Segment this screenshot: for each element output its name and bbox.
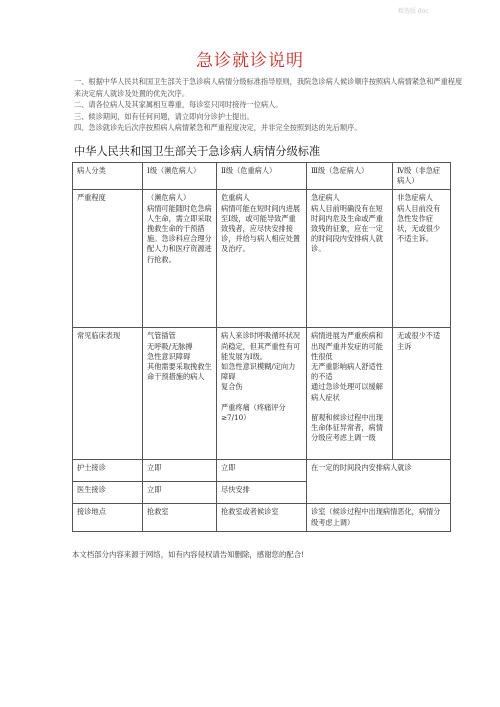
location-level-1: 抢救室 [143,504,217,531]
presentation-level-2: 病人来诊时呼吸循环状况尚稳定，但其严重性有可能发展为Ⅰ级。 如急性意识模糊/定向力障碍 复合伤 严重疼痛（疼痛评分≥7/10） [217,328,307,460]
table-row-presentation [73,328,451,460]
severity-level-4: 非急症病人 病人目前没有急性发作症状，无或很少不适主诉。 [393,190,451,328]
row-label-location: 接诊地点 [73,504,143,531]
presentation-level-4: 无或很少不适主诉 [393,328,451,460]
table-header-row [73,163,451,190]
triage-table [72,162,451,532]
intro-section [74,76,464,134]
header-level-1: Ⅰ级（濒危病人） [143,163,217,190]
table-subtitle: 中华人民共和国卫生部关于急诊病人病情分级标准 [74,145,321,158]
table-row-location [73,504,451,531]
location-level-2: 抢救室或者候诊室 [217,504,307,531]
doctor-level-2: 尽快安排 [217,482,307,504]
presentation-level-1: 气管插管 无呼吸/无脉搏 急性意识障碍 其他需要采取挽救生命干预措施的病人 [143,328,217,460]
page-title: 急诊就诊说明 [196,51,304,71]
nurse-level-2: 立即 [217,460,307,482]
header-category: 病人分类 [73,163,143,190]
intro-item-2: 二、请各位病人及其家属相互尊重，每诊室只同时接待一位病人。 [74,100,283,110]
nurse-doctor-level-3-4: 在一定的时间段内安排病人就诊 [307,460,451,504]
table-row-nurse [73,460,451,482]
intro-item-3: 三、候诊期间，如有任何问题，请立即向分诊护士提出。 [74,111,254,121]
header-level-2: Ⅱ级（危重病人） [217,163,307,190]
header-level-3: Ⅲ级（急症病人） [307,163,393,190]
nurse-level-1: 立即 [143,460,217,482]
severity-level-1: （濒危病人） 病情可能随时危急病人生命，需立即采取挽救生命的干预措施。急诊科应合理分配人力和医疗资源进行抢救。 [143,190,217,328]
intro-item-4: 四、急诊就诊先后次序按照病人病情紧急和严重程度决定，并非完全按照到达的先后顺序。 [74,123,362,133]
footer-disclaimer: 本文档部分内容来源于网络，如有内容侵权请告知删除，感谢您的配合! [72,550,305,559]
row-label-doctor: 医生接诊 [73,482,143,504]
intro-item-1: 一、根据中华人民共和国卫生部关于急诊病人病情分级标准指导原则，我院急诊病人候诊顺序按照病人病情紧急和严重程度来决定病人就诊及处置的优先次序。 [74,77,463,98]
row-label-nurse: 护士接诊 [73,460,143,482]
doctor-level-1: 立即 [143,482,217,504]
row-label-severity: 严重程度 [73,190,143,328]
header-level-4: Ⅳ级（非急症病人） [393,163,451,190]
presentation-level-3: 病情进展为严重疾病和出现严重并发症的可能性很低 无严重影响病人舒适性的不适 通过急诊处理可以缓解病人症状 留观和候诊过程中出现生命体征异常者，病情分级应考虑上调一级 [307,328,393,460]
location-level-3-4: 诊室（候诊过程中出现病情恶化，病情分级考虑上调） [307,504,451,531]
page-marker: . [256,668,258,673]
table-row-severity [73,190,451,328]
severity-level-2: 危重病人 病情可能在短时间内进展至Ⅰ级，或可能导致严重致残者，应尽快安排接诊，并给与病人相应处置及治疗。 [217,190,307,328]
watermark: 精选版 doc [398,8,429,15]
row-label-presentation: 常见临床表现 [73,328,143,460]
severity-level-3: 急症病人 病人目前明确没有在短时间内危及生命或严重致残的征象，应在一定的时间段内安排病人就诊。 [307,190,393,328]
